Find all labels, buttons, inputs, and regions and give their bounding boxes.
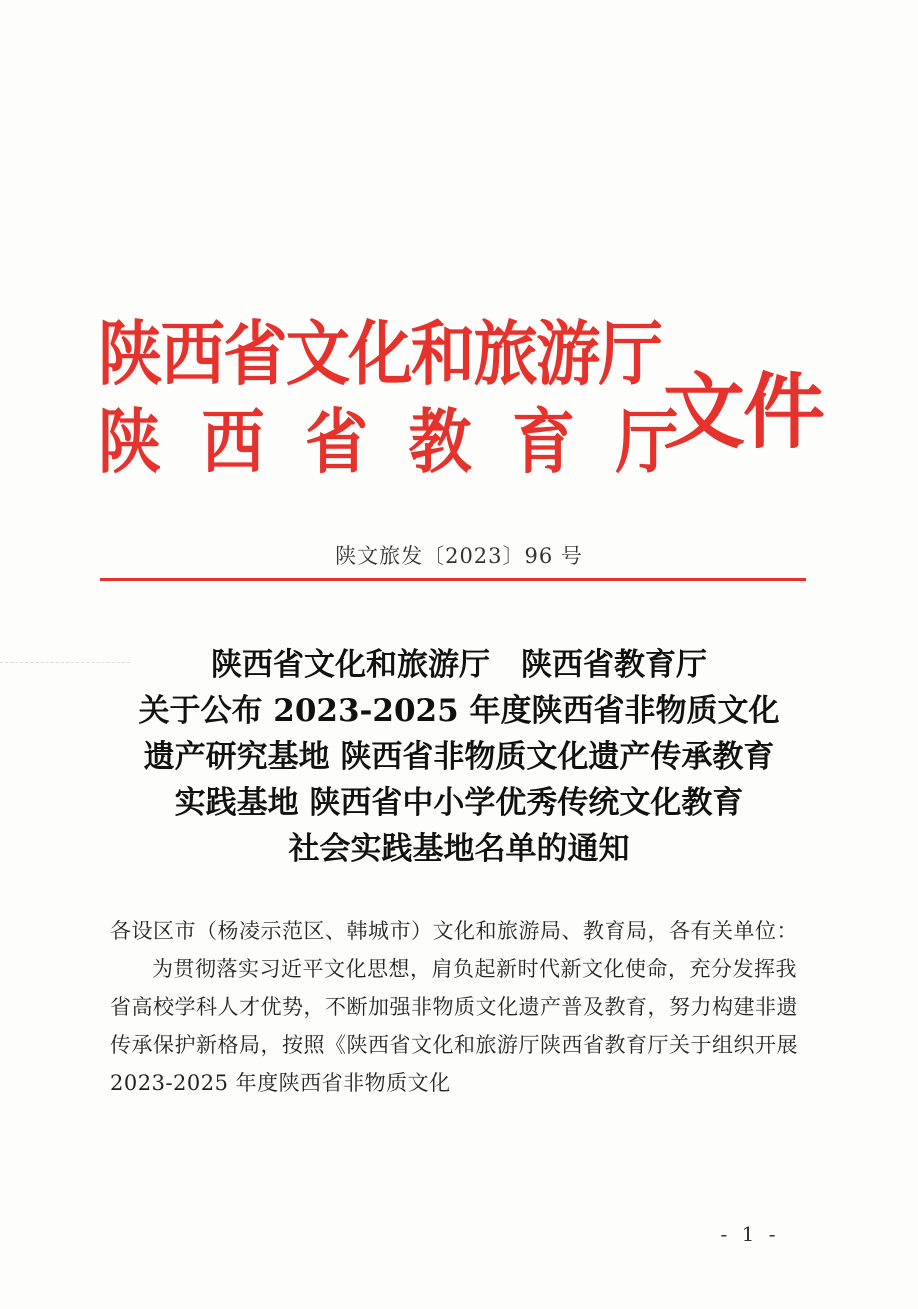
- masthead-issuer-culture-tourism: 陕西省文化和旅游厅: [98, 312, 662, 395]
- red-masthead: [98, 312, 824, 492]
- masthead-issuer-education: 陕西省教育厅: [98, 400, 719, 483]
- body-paragraph: 为贯彻落实习近平文化思想，肩负起新时代新文化使命，充分发挥我省高校学科人才优势，不断加强非物质文化遗产普及教育，努力构建非遗传承保护新格局，按照《陕西省文化和旅游厅陕西省教育厅关于组织开展 2023-2025 年度陕西省非物质文化: [110, 957, 798, 1095]
- title-line: 社会实践基地名单的通知: [288, 831, 630, 867]
- title-line: 陕西省文化和旅游厅 陕西省教育厅: [211, 647, 707, 683]
- title-line: 实践基地 陕西省中小学优秀传统文化教育: [174, 785, 744, 821]
- masthead-document-suffix: 文件: [663, 364, 824, 460]
- document-number: 陕文旅发〔2023〕96 号: [335, 544, 583, 568]
- salutation: 各设区市（杨凌示范区、韩城市）文化和旅游局、教育局，各有关单位：: [110, 919, 798, 943]
- document-title: [60, 642, 858, 872]
- red-separator-line: [100, 578, 806, 581]
- document-body: [110, 912, 814, 1102]
- title-line: 遗产研究基地 陕西省非物质文化遗产传承教育: [143, 739, 775, 775]
- title-line: 关于公布 2023-2025 年度陕西省非物质文化: [138, 693, 780, 729]
- page-number: - 1 -: [720, 1222, 780, 1246]
